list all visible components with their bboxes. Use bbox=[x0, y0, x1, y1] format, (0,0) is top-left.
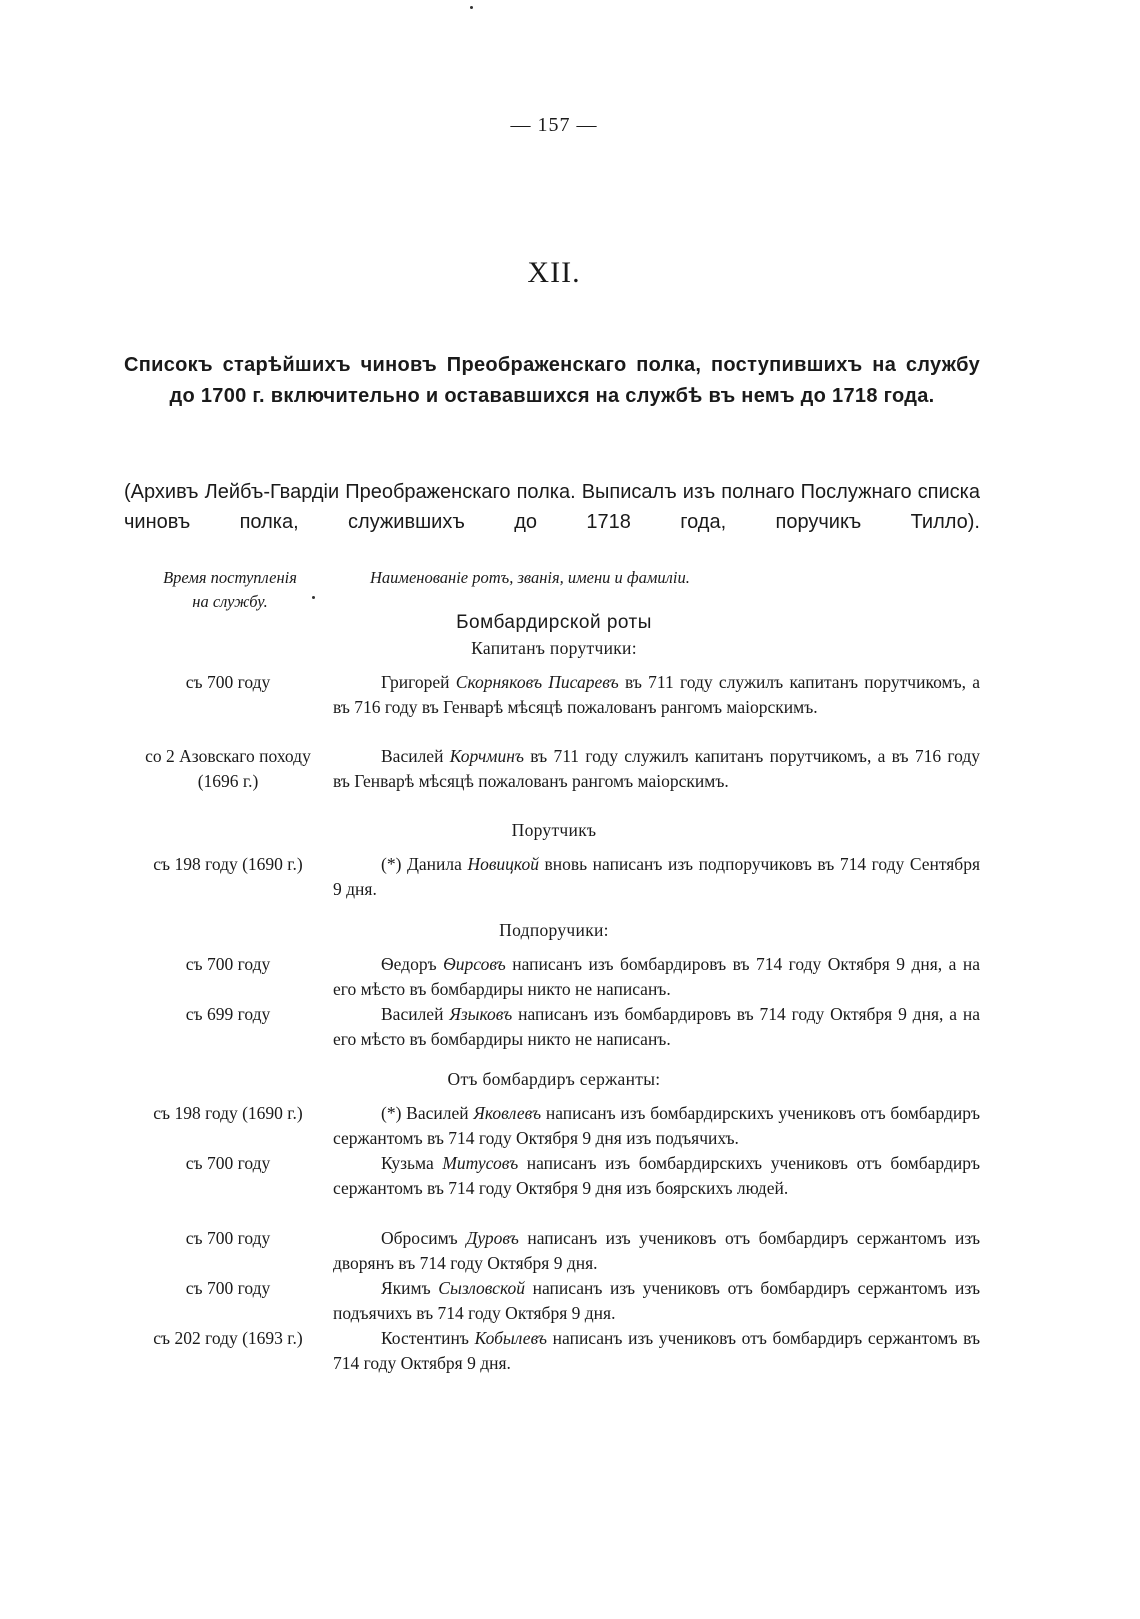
page-number: — 157 — bbox=[510, 114, 598, 136]
entry-surname: Новицкой bbox=[467, 854, 539, 874]
entry-date bbox=[128, 670, 328, 695]
entry-name: Григорей bbox=[381, 672, 450, 692]
entry-date-line: (1696 г.) bbox=[197, 771, 259, 791]
column-header-date-line1: Время поступленія bbox=[163, 568, 297, 587]
entry-description: въ 711 году служилъ капитанъ порутчикомъ, а въ 716 году въ Генварѣ мѣсяцѣ пожалованъ рангомъ маіорскимъ. bbox=[333, 672, 981, 717]
entry-description: написанъ изъ бомбардирскихъ учениковъ отъ бомбардиръ сержантомъ въ 714 году Октября 9 дня изъ подъячихъ. bbox=[333, 1103, 981, 1148]
entry-name: Якимъ bbox=[381, 1278, 431, 1298]
entry-description: написанъ изъ бомбардировъ въ 714 году Октября 9 дня, а на его мѣсто въ бомбардиры никто не написанъ. bbox=[333, 1004, 981, 1049]
entry-description: написанъ изъ бомбардирскихъ учениковъ отъ бомбардиръ сержантомъ въ 714 году Октября 9 дня изъ боярскихъ людей. bbox=[333, 1153, 981, 1198]
entry-name: Костентинъ bbox=[381, 1328, 469, 1348]
entry-description: въ 711 году служилъ капитанъ порутчикомъ, а въ 716 году въ Генварѣ мѣсяцѣ пожалованъ рангомъ маіорскимъ. bbox=[333, 746, 980, 791]
entry-text bbox=[333, 952, 980, 1002]
entry-name: Обросимъ bbox=[381, 1228, 458, 1248]
entry-surname: Яковлевъ bbox=[473, 1103, 542, 1123]
entry-text bbox=[333, 1326, 980, 1376]
rank-heading: Подпоручики: bbox=[499, 920, 609, 940]
entry-description: вновь написанъ изъ подпоручиковъ въ 714 году Сентября 9 дня. bbox=[333, 854, 981, 899]
column-header-names: Наименованіе ротъ, званія, имени и фамиліи. bbox=[370, 568, 690, 587]
column-header-date bbox=[130, 566, 330, 614]
entry-date-line: со 2 Азовскаго походу bbox=[145, 746, 311, 766]
rank-heading: Капитанъ порутчики: bbox=[471, 638, 637, 658]
entry-name: Василей bbox=[381, 1004, 444, 1024]
entry-date bbox=[128, 1326, 328, 1351]
entry-surname: Кобылевъ bbox=[474, 1328, 548, 1348]
entry-surname: Сызловской bbox=[438, 1278, 525, 1298]
entry-text bbox=[333, 670, 980, 720]
entry-name: (*) Данила bbox=[381, 854, 462, 874]
entry-name: Ѳедоръ bbox=[381, 954, 437, 974]
entry-date bbox=[128, 1276, 328, 1301]
entry-text bbox=[333, 1226, 980, 1276]
entry-surname: Ѳирсовъ bbox=[443, 954, 506, 974]
entry-surname: Корчминъ bbox=[449, 746, 524, 766]
document-title: Списокъ старѣйшихъ чиновъ Преображенскаго полка, поступившихъ на службу до 1700 г. включительно и остававшихся на службѣ въ немъ до 1718 года. bbox=[124, 354, 980, 407]
entry-description: написанъ изъ бомбардировъ въ 714 году Октября 9 дня, а на его мѣсто въ бомбардиры никто не написанъ. bbox=[333, 954, 980, 999]
entry-date-line: съ 700 году bbox=[185, 1228, 271, 1248]
entry-text bbox=[333, 852, 980, 902]
entry-date-line: съ 700 году bbox=[185, 954, 271, 974]
entry-description: написанъ изъ учениковъ отъ бомбардиръ сержантомъ въ 714 году Октября 9 дня. bbox=[333, 1328, 981, 1373]
entry-name: Василей bbox=[381, 746, 444, 766]
entry-surname: Дуровъ bbox=[466, 1228, 519, 1248]
entry-surname: Языковъ bbox=[449, 1004, 513, 1024]
entry-name: (*) Василей bbox=[381, 1103, 469, 1123]
entry-date-line: съ 198 году (1690 г.) bbox=[153, 854, 303, 874]
entry-date bbox=[128, 744, 328, 794]
source-note: (Архивъ Лейбъ-Гвардіи Преображенскаго полка. Выписалъ изъ полнаго Послужнаго списка чиновъ полка, служившихъ до 1718 года, поручикъ Тилло). bbox=[124, 481, 980, 533]
entry-date-line: съ 198 году (1690 г.) bbox=[153, 1103, 303, 1123]
entry-text bbox=[333, 744, 980, 794]
entry-text bbox=[333, 1002, 980, 1052]
entry-date-line: съ 700 году bbox=[185, 1278, 271, 1298]
entry-date-line: съ 700 году bbox=[185, 1153, 271, 1173]
entry-date bbox=[128, 952, 328, 977]
rank-heading: Порутчикъ bbox=[511, 820, 597, 840]
column-header-date-line2: на службу. bbox=[192, 592, 268, 611]
entry-date-line: съ 700 году bbox=[185, 672, 271, 692]
entry-surname: Скорняковъ Писаревъ bbox=[455, 672, 619, 692]
entry-date bbox=[128, 1151, 328, 1176]
entry-date bbox=[128, 852, 328, 877]
entry-date-line: съ 202 году (1693 г.) bbox=[153, 1328, 303, 1348]
entry-date-line: съ 699 году bbox=[185, 1004, 271, 1024]
print-speck bbox=[470, 6, 473, 9]
entry-text bbox=[333, 1151, 980, 1201]
chapter-number: XII. bbox=[527, 256, 581, 289]
entry-date bbox=[128, 1101, 328, 1126]
entry-description: написанъ изъ учениковъ отъ бомбардиръ сержантомъ изъ подъячихъ въ 714 году Октября 9 дня. bbox=[333, 1278, 980, 1323]
entry-name: Кузьма bbox=[381, 1153, 434, 1173]
entry-surname: Митусовъ bbox=[442, 1153, 519, 1173]
entry-description: написанъ изъ учениковъ отъ бомбардиръ сержантомъ изъ дворянъ въ 714 году Октября 9 дня. bbox=[333, 1228, 981, 1273]
entry-text bbox=[333, 1101, 980, 1151]
entry-text bbox=[333, 1276, 980, 1326]
company-heading: Бомбардирской роты bbox=[456, 612, 652, 633]
rank-heading: Отъ бомбардиръ сержанты: bbox=[447, 1069, 661, 1089]
entry-date bbox=[128, 1226, 328, 1251]
entry-date bbox=[128, 1002, 328, 1027]
